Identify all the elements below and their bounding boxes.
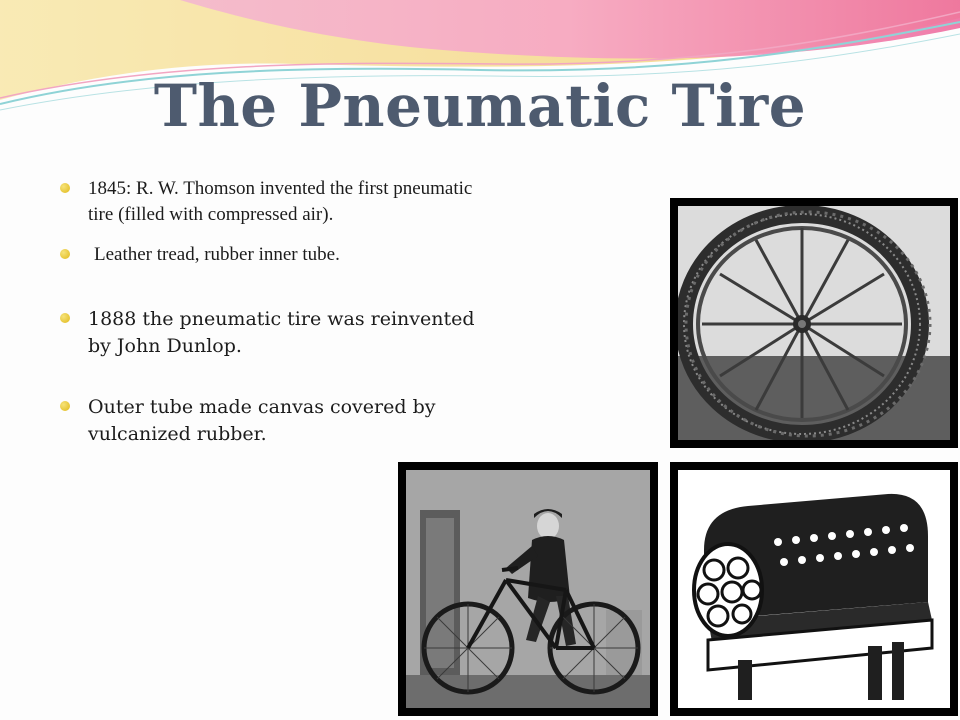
bullet-text: 1888 the pneumatic tire was reinvented by John Dunlop. <box>88 308 475 357</box>
bullet-list <box>60 176 480 448</box>
tire-cross-section-photo <box>670 462 958 716</box>
bullet-text: Leather tread, rubber inner tube. <box>94 244 340 265</box>
bicycle-rider-photo <box>398 462 658 716</box>
wheel-image <box>678 206 950 440</box>
bullet-item <box>60 242 480 268</box>
bullet-dot-icon <box>60 313 70 323</box>
bullet-dot-icon <box>60 401 70 411</box>
bullet-text: Outer tube made canvas covered by vulcanized rubber. <box>88 396 436 445</box>
bullet-item <box>60 176 480 228</box>
bullet-dot-icon <box>60 183 70 193</box>
tube-image <box>678 470 950 708</box>
bullet-text: 1845: R. W. Thomson invented the first pneumatic tire (filled with compressed air). <box>88 178 473 225</box>
bullet-item <box>60 394 480 448</box>
wheel-photo <box>670 198 958 448</box>
bullet-dot-icon <box>60 249 70 259</box>
bullet-item <box>60 306 480 360</box>
bicycle-image <box>406 470 650 708</box>
slide-title: The Pneumatic Tire <box>153 72 807 140</box>
